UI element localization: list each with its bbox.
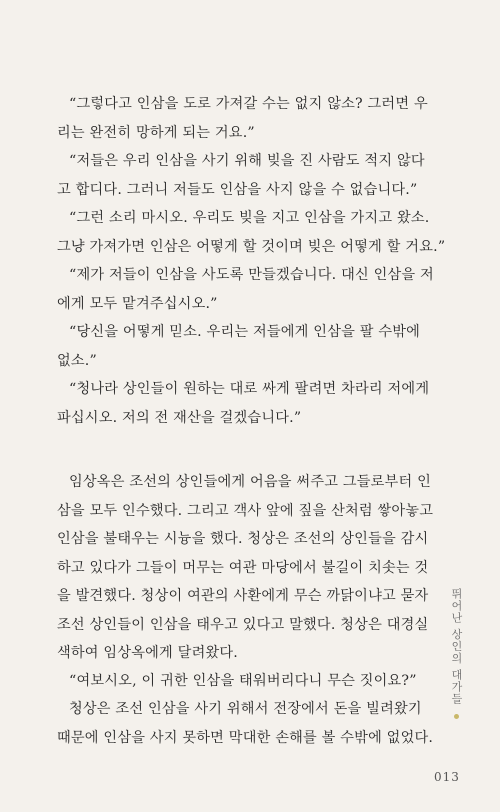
narrative-paragraph [57, 695, 434, 752]
text-line: 그냥 가져가면 인삼은 어떻게 할 것이며 빚은 어떻게 할 거요.” [57, 238, 446, 255]
text-line: 하고 있다가 그들이 머무는 여관 마당에서 불길이 치솟는 것 [57, 559, 429, 576]
dialogue-paragraph [57, 318, 421, 375]
dialogue-paragraph [57, 204, 446, 261]
text-line: 청상은 조선 인삼을 사기 위해서 전장에서 돈을 빌려왔기 [69, 701, 422, 717]
narrative-paragraph [57, 468, 434, 668]
text-line: 때문에 인삼을 사지 못하면 막대한 손해를 볼 수밖에 없었다. [57, 729, 434, 746]
dialogue-paragraph [57, 90, 428, 147]
text-line: 삼을 모두 인수했다. 그리고 객사 앞에 짚을 산처럼 쌓아놓고 [57, 502, 434, 519]
dialogue-paragraph [57, 375, 430, 432]
text-line: 색하여 임상옥에게 달려왔다. [57, 645, 238, 661]
text-line: 없소.” [57, 352, 97, 369]
dialogue-paragraph [57, 147, 425, 204]
side-title-text: 뛰어난 상인의 대가들 [450, 588, 463, 705]
text-line: “당신을 어떻게 믿소. 우리는 저들에게 인삼을 팔 수밖에 [69, 324, 421, 340]
text-line: 임상옥은 조선의 상인들에게 어음을 써주고 그들로부터 인 [69, 474, 431, 490]
page-number: 013 [434, 770, 460, 784]
dialogue-paragraph [57, 261, 434, 318]
text-line: 인삼을 불태우는 시늉을 했다. 청상은 조선의 상인들을 감시 [57, 531, 429, 547]
text-line: “청나라 상인들이 원하는 대로 싸게 팔려면 차라리 저에게 [69, 381, 430, 397]
text-line: 을 발견했다. 청상이 여관의 사환에게 무슨 까닭이냐고 묻자 [57, 588, 429, 604]
dialogue-paragraph [57, 667, 417, 696]
text-line: 에게 모두 맡겨주십시오.” [57, 295, 218, 312]
text-line: “그런 소리 마시오. 우리도 빚을 지고 인삼을 가지고 왔소. [69, 210, 430, 226]
text-line: 리는 완전히 망하게 되는 거요.” [57, 124, 255, 141]
text-line: “그렇다고 인삼을 도로 가져갈 수는 없지 않소? 그러면 우 [69, 96, 428, 112]
text-line: 조선 상인들이 인삼을 태우고 있다고 말했다. 청상은 대경실 [57, 616, 429, 633]
text-line: “여보시오, 이 귀한 인삼을 태워버리다니 무슨 짓이요?” [69, 673, 417, 689]
bullet-dot-icon [454, 714, 459, 719]
text-line: 고 합디다. 그러니 저들도 인삼을 사지 않을 수 없습니다.” [57, 181, 418, 198]
text-line: “저들은 우리 인삼을 사기 위해 빚을 진 사람도 적지 않다 [69, 153, 425, 169]
chapter-side-title [448, 588, 464, 719]
text-line: “제가 저들이 인삼을 사도록 만들겠습니다. 대신 인삼을 저 [69, 267, 434, 283]
text-line: 파십시오. 저의 전 재산을 걸겠습니다.” [57, 409, 302, 426]
